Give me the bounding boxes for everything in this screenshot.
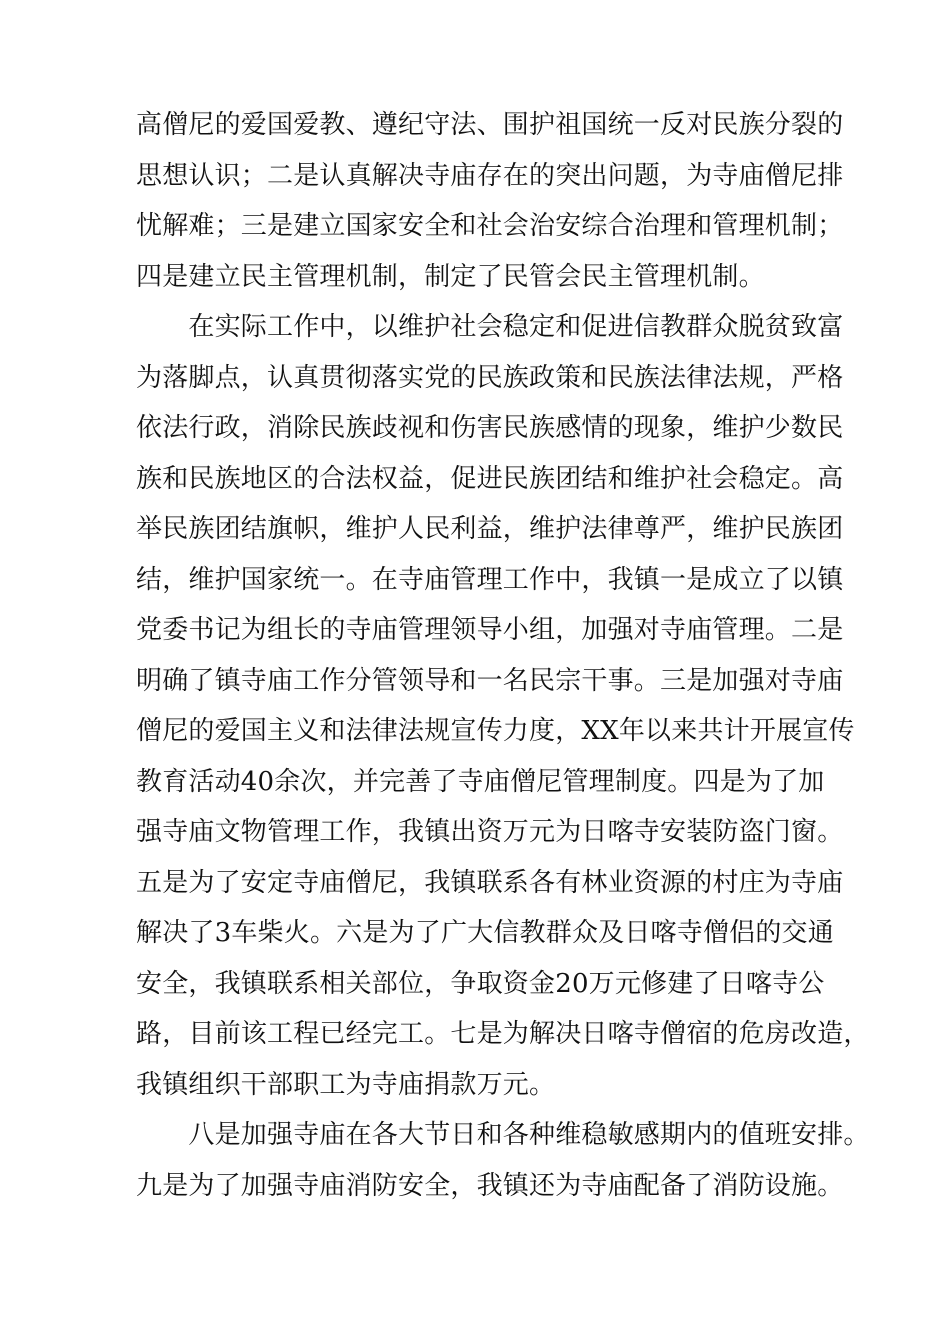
text-line: 安全，我镇联系相关部位，争取资金20万元修建了日喀寺公 xyxy=(136,968,825,999)
text-line: 明确了镇寺庙工作分管领导和一名民宗干事。三是加强对寺庙 xyxy=(136,665,844,696)
text-line: 强寺庙文物管理工作，我镇出资万元为日喀寺安装防盗门窗。 xyxy=(136,817,844,847)
text-line: 结，维护国家统一。在寺庙管理工作中，我镇一是成立了以镇 xyxy=(136,564,844,595)
text-line: 解决了3车柴火。六是为了广大信教群众及日喀寺僧侣的交通 xyxy=(136,918,834,948)
paragraph-1 xyxy=(136,100,844,302)
text-line: 四是建立民主管理机制，制定了民管会民主管理机制。 xyxy=(136,261,765,292)
text-line: 九是为了加强寺庙消防安全，我镇还为寺庙配备了消防设施。 xyxy=(136,1170,844,1201)
text-line: 僧尼的爱国主义和法律法规宣传力度，XX年以来共计开展宣传 xyxy=(136,716,855,746)
paragraph-2 xyxy=(136,302,870,1110)
document-body xyxy=(136,100,870,1211)
text-line: 忧解难；三是建立国家安全和社会治安综合治理和管理机制； xyxy=(136,211,844,241)
text-line: 八是加强寺庙在各大节日和各种维稳敏感期内的值班安排。 xyxy=(136,1120,870,1150)
text-line: 为落脚点，认真贯彻落实党的民族政策和民族法律法规，严格 xyxy=(136,362,844,393)
text-line: 教育活动40余次，并完善了寺庙僧尼管理制度。四是为了加 xyxy=(136,766,825,797)
text-line: 五是为了安定寺庙僧尼，我镇联系各有林业资源的村庄为寺庙 xyxy=(136,867,844,898)
text-line: 我镇组织干部职工为寺庙捐款万元。 xyxy=(136,1069,556,1100)
text-line: 举民族团结旗帜，维护人民利益，维护法律尊严，维护民族团 xyxy=(136,514,844,544)
text-line: 依法行政，消除民族歧视和伤害民族感情的现象，维护少数民 xyxy=(136,413,844,443)
text-line: 路，目前该工程已经完工。七是为解决日喀寺僧宿的危房改造， xyxy=(136,1019,870,1049)
text-line: 思想认识；二是认真解决寺庙存在的突出问题，为寺庙僧尼排 xyxy=(136,160,844,191)
text-line: 党委书记为组长的寺庙管理领导小组，加强对寺庙管理。二是 xyxy=(136,615,844,645)
text-line: 族和民族地区的合法权益，促进民族团结和维护社会稳定。高 xyxy=(136,463,844,494)
text-line: 高僧尼的爱国爱教、遵纪守法、围护祖国统一反对民族分裂的 xyxy=(136,110,844,140)
text-line: 在实际工作中，以维护社会稳定和促进信教群众脱贫致富 xyxy=(136,312,844,342)
paragraph-3 xyxy=(136,1110,870,1211)
